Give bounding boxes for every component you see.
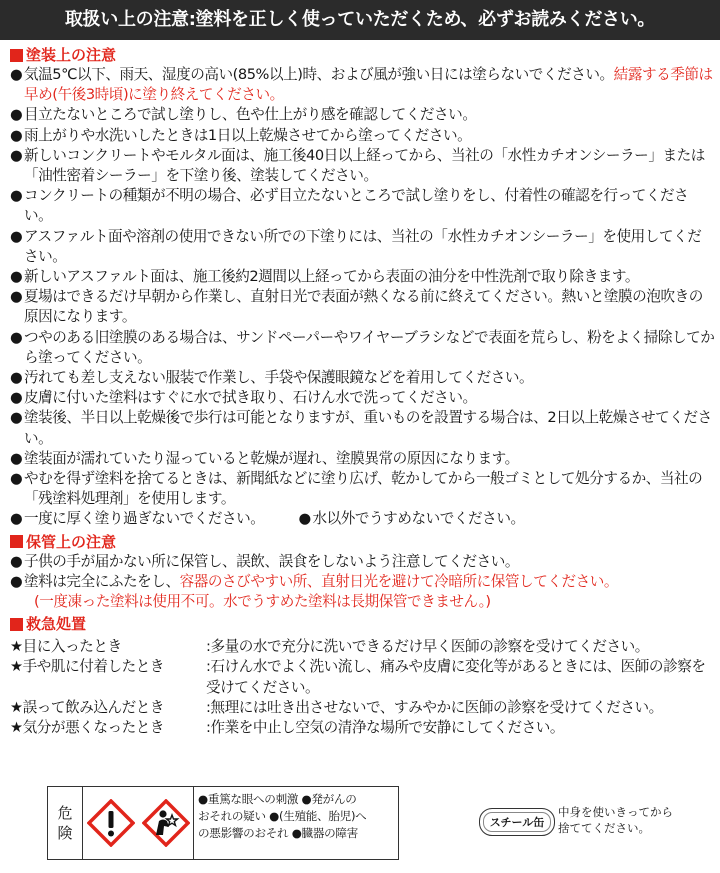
firstaid-row: ★気分が悪くなったとき :作業を中止し空気の清浄な場所で安静にしてください。 xyxy=(10,719,565,737)
firstaid-row: ★誤って飲み込んだとき :無理には吐き出させないで、すみやかに医師の診察を受けてください。 xyxy=(10,698,663,716)
bullet-icon: ● xyxy=(10,187,23,205)
exclamation-pictogram-icon xyxy=(87,799,135,847)
section-title-painting xyxy=(10,45,715,65)
star-icon: ★ xyxy=(10,638,23,656)
red-square-icon xyxy=(10,49,23,62)
list-item: ● 塗料は完全にふたをし、容器のさびやすい所、直射日光を避けて冷暗所に保管してください。 xyxy=(10,572,715,592)
red-square-icon xyxy=(10,535,23,548)
bullet-icon: ● xyxy=(10,288,23,306)
storage-note: (一度凍った塗料は使用不可。水でうすめた塗料は長期保管できません。) xyxy=(34,593,491,611)
firstaid-row: ★手や肌に付着したとき :石けん水でよく洗い流し、痛みや皮膚に変化等があるときには、医師の診察を受けてください。 xyxy=(10,658,706,696)
list-item: ● 気温5℃以下、雨天、湿度の高い(85%以上)時、および風が強い日には塗らないでください。結露する季節は早め(午後3時頃)に塗り終えてください。 xyxy=(10,66,713,104)
red-square-icon xyxy=(10,618,23,631)
section-title-text: 塗装上の注意 xyxy=(26,46,117,64)
list-item: ● 夏場はできるだけ早朝から作業し、直射日光で表面が熱くなる前に終えてください。熱いと塗膜の泡吹きの原因になります。 xyxy=(10,288,703,326)
section-title-storage xyxy=(10,532,715,552)
bullet-icon: ● xyxy=(10,470,23,488)
bullet-icon: ● xyxy=(10,126,23,144)
list-item: ● 一度に厚く塗り過ぎないでください。 xyxy=(10,509,264,529)
warning-text: 容器のさびやすい所、直射日光を避けて冷暗所に保管してください。 xyxy=(179,572,619,590)
section-title-text: 救急処置 xyxy=(26,615,87,634)
list-item: ● 塗装面が濡れていたり湿っていると乾燥が遅れ、塗膜異常の原因になります。 xyxy=(10,449,715,469)
bullet-icon: ● xyxy=(10,449,23,467)
list-item: ● 塗装後、半日以上乾燥後で歩行は可能となりますが、重いものを設置する場合は、2日以上乾燥させてください。 xyxy=(10,409,712,447)
bullet-icon: ● xyxy=(10,389,23,407)
list-item: ● 汚れても差し支えない服装で作業し、手袋や保護眼鏡などを着用してください。 xyxy=(10,368,715,388)
content xyxy=(10,43,715,738)
notice-header: 取扱い上の注意:塗料を正しく使っていただくため、必ずお読みください。 xyxy=(0,0,720,40)
hazard-statements: ●重篤な眼への刺激 ●発がんの おそれの疑い ●(生殖能、胎児)へ の悪影響のおそれ ●臓器の障害 xyxy=(198,792,367,840)
bullet-icon: ● xyxy=(10,227,23,245)
steel-can-note: 中身を使いきってから 捨ててください。 xyxy=(558,805,673,835)
bullet-icon: ● xyxy=(10,572,23,590)
list-item: ● コンクリートの種類が不明の場合、必ず目立たないところで試し塗りをし、付着性の確認を行ってください。 xyxy=(10,187,689,225)
list-item: ● 新しいコンクリートやモルタル面は、施工後40日以上経ってから、当社の「水性カチオンシーラー」または「油性密着シーラー」を下塗り後、塗装してください。 xyxy=(10,146,705,185)
danger-label: 危 険 xyxy=(48,787,83,859)
paired-items xyxy=(10,509,715,529)
bullet-icon: ● xyxy=(10,510,23,528)
bullet-icon: ● xyxy=(10,328,23,346)
list-item: ● つやのある旧塗膜のある場合は、サンドペーパーやワイヤーブラシなどで表面を荒らし、粉をよく掃除してから塗ってください。 xyxy=(10,328,715,366)
list-item: ● 新しいアスファルト面は、施工後約2週間以上経ってから表面の油分を中性洗剤で取り除きます。 xyxy=(10,267,715,287)
star-icon: ★ xyxy=(10,658,23,676)
list-item: ● 雨上がりや水洗いしたときは1日以上乾燥させてから塗ってください。 xyxy=(10,126,715,146)
list-item: ● やむを得ず塗料を捨てるときは、新聞紙などに塗り広げ、乾かしてから一般ゴミとして処分するか、当社の「残塗料処理剤」を使用します。 xyxy=(10,470,703,508)
list-item: ● 皮膚に付いた塗料はすぐに水で拭き取り、石けん水で洗ってください。 xyxy=(10,388,715,408)
star-icon: ★ xyxy=(10,698,23,716)
health-hazard-pictogram-icon xyxy=(142,799,190,847)
star-icon: ★ xyxy=(10,719,23,737)
list-item: ● 水以外でうすめないでください。 xyxy=(298,509,524,529)
ghs-pictograms xyxy=(83,787,194,859)
hazard-box xyxy=(47,786,399,860)
bullet-icon: ● xyxy=(10,369,23,387)
bullet-icon: ● xyxy=(298,510,311,528)
bullet-icon: ● xyxy=(10,66,23,83)
section-title-firstaid xyxy=(10,614,715,634)
firstaid-row: ★目に入ったとき :多量の水で充分に洗いできるだけ早く医師の診察を受けてください。 xyxy=(10,638,649,656)
steel-can-badge: スチール缶 xyxy=(479,808,555,836)
list-item: ● 目立たないところで試し塗りし、色や仕上がり感を確認してください。 xyxy=(10,105,715,125)
list-item: ● 子供の手が届かない所に保管し、誤飲、誤食をしないよう注意してください。 xyxy=(10,552,715,572)
bullet-icon: ● xyxy=(10,106,23,124)
warning-text: 結露する季節は早め(午後3時頃)に塗り終えてください。 xyxy=(24,66,713,104)
list-item: ● アスファルト面や溶剤の使用できない所での下塗りには、当社の「水性カチオンシーラー」を使用してください。 xyxy=(10,227,702,265)
section-title-text: 保管上の注意 xyxy=(26,532,117,551)
bullet-icon: ● xyxy=(10,409,23,427)
bullet-icon: ● xyxy=(10,268,23,286)
bullet-icon: ● xyxy=(10,146,23,164)
bullet-icon: ● xyxy=(10,552,23,570)
